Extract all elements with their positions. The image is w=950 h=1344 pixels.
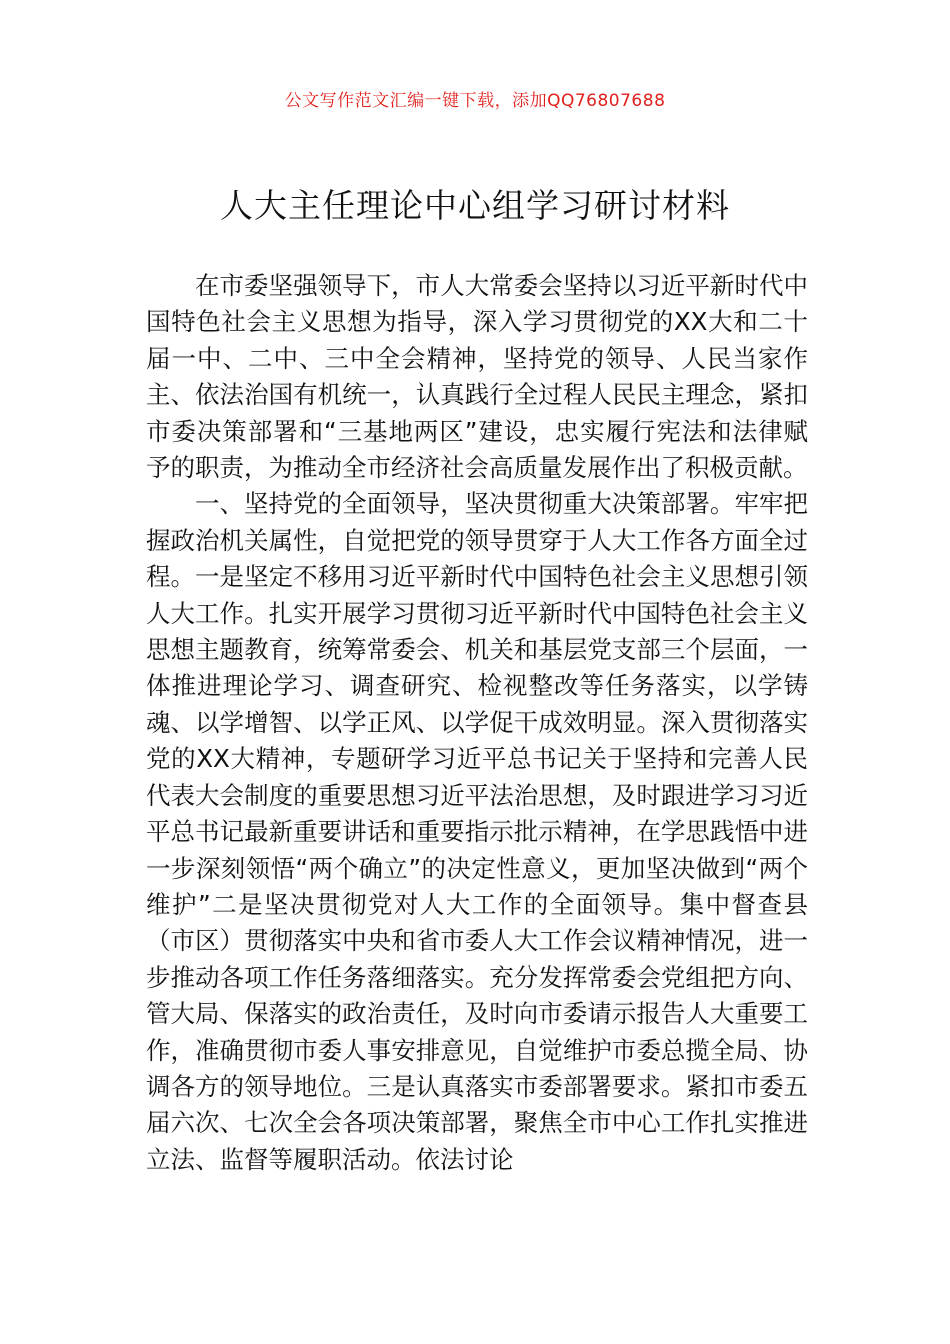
document-title: 人大主任理论中心组学习研讨材料: [220, 186, 730, 225]
promo-banner: 公文写作范文汇编一键下载，添加QQ76807688: [284, 91, 666, 111]
document-body: [146, 268, 808, 1178]
paragraph-section-one: 一、坚持党的全面领导，坚决贯彻重大决策部署。牢牢把握政治机关属性，自觉把党的领导贯穿于人大工作各方面全过程。一是坚定不移用习近平新时代中国特色社会主义思想引领人大工作。扎实开展学习贯彻习近平新时代中国特色社会主义思想主题教育，统筹常委会、机关和基层党支部三个层面，一体推进理论学习、调查研究、检视整改等任务落实，以学铸魂、以学增智、以学正风、以学促干成效明显。深入贯彻落实党的XX大精神，专题研学习近平总书记关于坚持和完善人民代表大会制度的重要思想习近平法治思想，及时跟进学习习近平总书记最新重要讲话和重要指示批示精神，在学思践悟中进一步深刻领悟“两个确立”的决定性意义，更加坚决做到“两个维护”二是坚决贯彻党对人大工作的全面领导。集中督查县（市区）贯彻落实中央和省市委人大工作会议精神情况，进一步推动各项工作任务落细落实。充分发挥常委会党组把方向、管大局、保落实的政治责任，及时向市委请示报告人大重要工作，准确贯彻市委人事安排意见，自觉维护市委总揽全局、协调各方的领导地位。三是认真落实市委部署要求。紧扣市委五届六次、七次全会各项决策部署，聚焦全市中心工作扎实推进立法、监督等履职活动。依法讨论: [146, 489, 808, 1174]
paragraph-intro: 在市委坚强领导下，市人大常委会坚持以习近平新时代中国特色社会主义思想为指导，深入学习贯彻党的XX大和二十届一中、二中、三中全会精神，坚持党的领导、人民当家作主、依法治国有机统一，认真践行全过程人民民主理念，紧扣市委决策部署和“三基地两区”建设，忠实履行宪法和法律赋予的职责，为推动全市经济社会高质量发展作出了积极贡献。: [146, 271, 808, 483]
